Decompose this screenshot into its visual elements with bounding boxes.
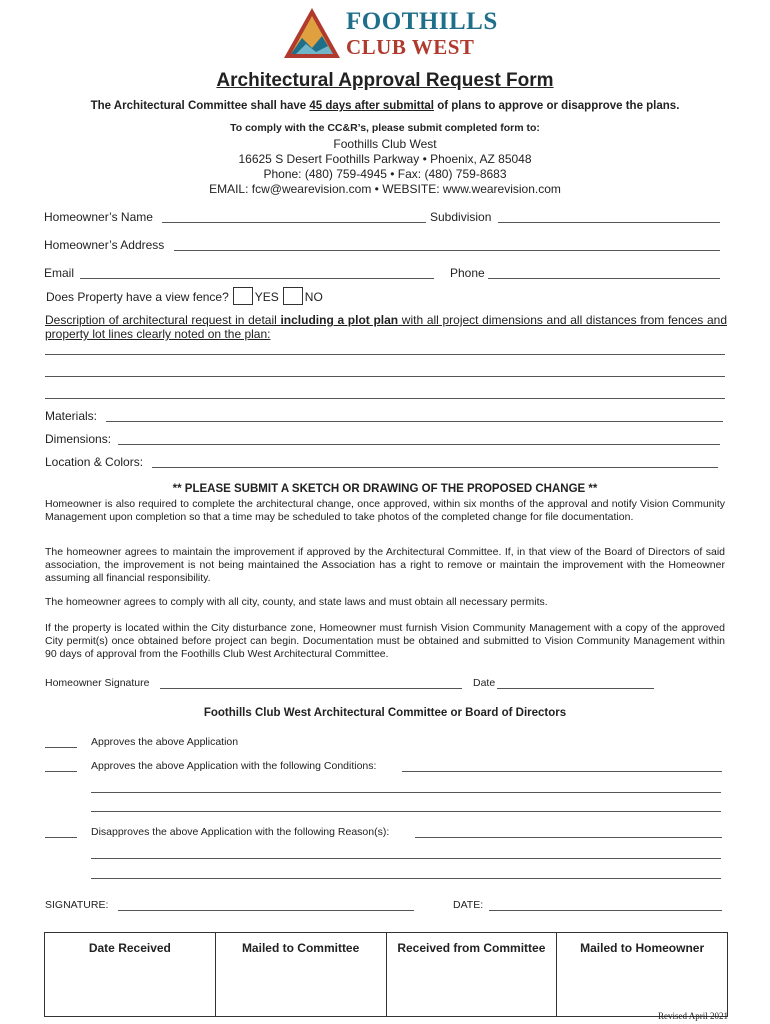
reasons-line-2[interactable] — [91, 858, 721, 859]
intro-text-before: The Architectural Committee shall have — [90, 100, 310, 112]
homeowner-signature-field[interactable] — [160, 688, 462, 689]
intro-text-underlined: 45 days after submittal — [309, 100, 435, 112]
paragraph-permits: The homeowner agrees to comply with all city, county, and state laws and must obtain all necessary permits. — [45, 596, 548, 608]
committee-signature-label: SIGNATURE: — [45, 899, 109, 911]
paragraph-completion: Homeowner is also required to complete the architectural change, once approved, within six months of the approval and notify Vision Community Management upon completion so that a time may be scheduled to take photos of the completed change for file documentation. — [45, 498, 725, 523]
committee-heading: Foothills Club West Architectural Committee or Board of Directors — [203, 707, 567, 719]
address-name: Foothills Club West — [333, 137, 437, 151]
mountain-logo-icon — [282, 6, 342, 64]
conditions-line-3[interactable] — [91, 811, 721, 812]
description-line-1[interactable] — [45, 354, 725, 355]
page-title: Architectural Approval Request Form — [216, 70, 554, 91]
view-fence-question — [46, 287, 323, 305]
phone-field[interactable] — [488, 278, 720, 279]
phone-label: Phone — [450, 266, 485, 280]
location-colors-field[interactable] — [152, 467, 718, 468]
mailed-to-homeowner-cell[interactable]: Mailed to Homeowner — [557, 933, 728, 1017]
approve-conditions-label: Approves the above Application with the following Conditions: — [91, 760, 377, 772]
approve-label: Approves the above Application — [91, 736, 239, 748]
address-phone: Phone: (480) 759-4945 • Fax: (480) 759-8683 — [263, 167, 507, 181]
no-checkbox[interactable] — [283, 287, 303, 305]
signature-date-field[interactable] — [497, 688, 654, 689]
homeowner-name-label: Homeowner’s Name — [44, 210, 153, 224]
date-received-cell[interactable]: Date Received — [45, 933, 216, 1017]
approve-checkline[interactable] — [45, 747, 77, 748]
email-label: Email — [44, 266, 75, 280]
tracking-table — [44, 932, 728, 1017]
signature-date-label: Date — [473, 677, 496, 689]
subdivision-field[interactable] — [498, 222, 720, 223]
reasons-line-3[interactable] — [91, 878, 721, 879]
mailed-to-committee-cell[interactable]: Mailed to Committee — [215, 933, 386, 1017]
revision-note: Revised April 2021 — [658, 1011, 728, 1021]
subdivision-label: Subdivision — [430, 210, 492, 224]
yes-checkbox[interactable] — [233, 287, 253, 305]
committee-date-field[interactable] — [489, 910, 722, 911]
disapprove-checkline[interactable] — [45, 837, 77, 838]
dimensions-field[interactable] — [118, 444, 720, 445]
description-text-after: with all project dimensions and all distances from fences and property lot lines clearly noted on the plan: — [45, 313, 727, 341]
view-fence-label: Does Property have a view fence? — [46, 290, 229, 304]
description-text-before: Description of architectural request in detail — [45, 313, 281, 327]
conditions-line-1[interactable] — [402, 771, 722, 772]
submit-instruction: To comply with the CC&R’s, please submit completed form to: — [230, 122, 540, 134]
approve-conditions-checkline[interactable] — [45, 771, 77, 772]
description-line-3[interactable] — [45, 398, 725, 399]
homeowner-address-field[interactable] — [174, 250, 720, 251]
conditions-line-2[interactable] — [91, 792, 721, 793]
sketch-notice: ** PLEASE SUBMIT A SKETCH OR DRAWING OF THE PROPOSED CHANGE ** — [172, 483, 598, 495]
logo-text-top: FOOTHILLS — [346, 8, 498, 35]
committee-signature-field[interactable] — [118, 910, 414, 911]
logo-text-bottom: CLUB WEST — [346, 35, 475, 59]
description-text-bold: including a plot plan — [280, 313, 399, 327]
paragraph-maintenance: The homeowner agrees to maintain the improvement if approved by the Architectural Committee. If, in that view of the Board of Directors of said association, the improvement is not being maintained the Association has a right to remove or maintain the improvement with the Homeowner assuming all financial responsibility. — [45, 546, 725, 584]
description-instruction — [45, 313, 727, 341]
paragraph-disturbance-zone: If the property is located within the City disturbance zone, Homeowner must furnish Vision Community Management with a copy of the approved City permit(s) once obtained before project can begin. Documentation must be obtained and submitted to Vision Community Management within 90 days of approval from the Foothills Club West Architectural Committee. — [45, 622, 725, 660]
homeowner-signature-label: Homeowner Signature — [45, 677, 150, 689]
disapprove-label: Disapproves the above Application with the following Reason(s): — [91, 826, 390, 838]
no-label: NO — [304, 290, 323, 304]
email-field[interactable] — [80, 278, 434, 279]
materials-label: Materials: — [45, 409, 98, 423]
table-row — [45, 933, 728, 1017]
address-street: 16625 S Desert Foothills Parkway • Phoenix, AZ 85048 — [238, 152, 532, 166]
homeowner-name-field[interactable] — [162, 222, 426, 223]
reasons-line-1[interactable] — [415, 837, 722, 838]
address-email: EMAIL: fcw@wearevision.com • WEBSITE: www.wearevision.com — [209, 182, 561, 196]
intro-statement — [0, 100, 770, 112]
description-line-2[interactable] — [45, 376, 725, 377]
dimensions-label: Dimensions: — [45, 432, 112, 446]
committee-date-label: DATE: — [453, 899, 484, 911]
received-from-committee-cell[interactable]: Received from Committee — [386, 933, 557, 1017]
materials-field[interactable] — [106, 421, 723, 422]
location-colors-label: Location & Colors: — [45, 455, 144, 469]
intro-text-after: of plans to approve or disapprove the plans. — [434, 100, 680, 112]
yes-label: YES — [254, 290, 279, 304]
homeowner-address-label: Homeowner’s Address — [44, 238, 165, 252]
